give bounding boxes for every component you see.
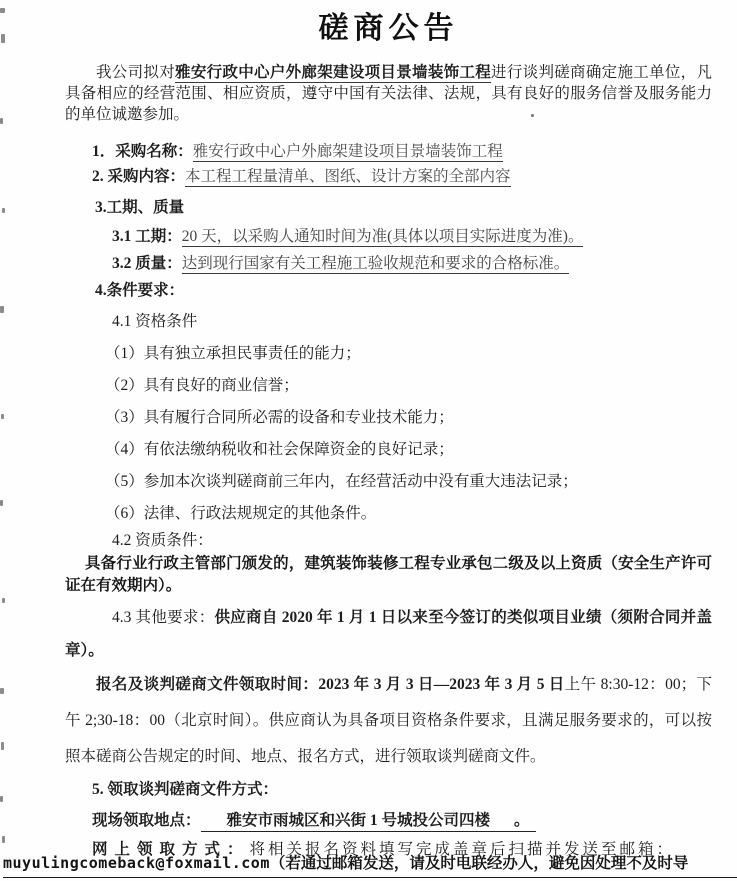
other-requirements-label: 4.3 其他要求：	[112, 609, 215, 626]
purchase-name-label: 1．采购名称：	[92, 143, 193, 160]
intro-paragraph	[65, 62, 712, 125]
section-4-heading: 4.条件要求：	[95, 282, 185, 299]
qualification-item-2: （2）具有良好的商业信誉；	[105, 377, 299, 394]
email-note: （若通过邮箱发送，请及时电联经办人，避免因处理不及时导	[269, 855, 689, 872]
onsite-pickup-address	[201, 812, 536, 832]
section-5-heading: 5. 领取谈判磋商文件方式：	[92, 781, 279, 798]
other-requirements-value: 供应商自 2020 年 1 月 1 日以来至今签订的类似项目业绩（须附合同并盖章）。	[65, 609, 712, 659]
signup-dates: 2023 年 3 月 3 日—2023 年 3 月 5 日	[318, 676, 565, 693]
onsite-address-text: 雅安市雨城区和兴街 1 号城投公司四楼	[226, 812, 491, 829]
item-quality	[112, 251, 712, 276]
section-3-heading: 3.工期、质量	[95, 199, 185, 216]
qualification-item-6: （6）法律、行政法规规定的其他条件。	[105, 505, 377, 522]
quality-label: 3.2 质量：	[112, 255, 182, 272]
item-duration	[112, 224, 712, 249]
item-purchase-name	[92, 139, 712, 164]
scan-dot	[531, 114, 534, 117]
duration-label: 3.1 工期：	[112, 228, 182, 245]
email-address: muyulingcomeback@foxmail.com	[3, 854, 270, 872]
purchase-name-value: 雅安行政中心户外廊架建设项目景墙装饰工程	[192, 143, 503, 160]
page-title: 磋商公告	[318, 12, 459, 45]
signup-details: 上午 8:30-12：00；下午 2;30-18：00（北京时间）。供应商认为具备项目资格条件要求，且满足服务要求的，可以按照本磋商公告规定的时间、地点、报名方式，进行领取谈判磋商文件。	[65, 676, 712, 765]
credential-requirement-text: 具备行业行政主管部门颁发的，建筑装饰装修工程专业承包二级及以上资质（安全生产许可证在有效期内）。	[65, 555, 712, 594]
item-purchase-content	[92, 164, 712, 189]
signup-time-label: 报名及谈判磋商文件领取时间：	[96, 676, 319, 693]
onsite-pickup-line	[92, 808, 712, 833]
intro-project-name: 雅安行政中心户外廊架建设项目景墙装饰工程	[175, 64, 492, 81]
purchase-content-value: 本工程工程量清单、图纸、设计方案的全部内容	[185, 168, 511, 185]
online-pickup-label: 网上领取方式：	[92, 841, 250, 858]
section-4-1-heading: 4.1 资格条件	[112, 313, 198, 330]
online-pickup-instruction: 将相关报名资料填写完成盖章后扫描并发送至邮箱：	[249, 841, 676, 858]
intro-pre: 我公司拟对	[96, 64, 176, 81]
onsite-pickup-label: 现场领取地点：	[92, 812, 201, 829]
onsite-period: 。	[514, 812, 530, 829]
qualification-item-3: （3）具有履行合同所必需的设备和专业技术能力；	[105, 409, 454, 426]
section-4-2-heading: 4.2 资质条件：	[112, 532, 213, 549]
qualification-item-4: （4）有依法缴纳税收和社会保障资金的良好记录；	[105, 441, 454, 458]
email-line	[3, 852, 737, 878]
other-requirements	[65, 601, 712, 667]
qualification-item-1: （1）具有独立承担民事责任的能力；	[105, 345, 361, 362]
duration-value: 20 天，以采购人通知时间为准(具体以项目实际进度为准)。	[181, 228, 584, 245]
qualification-item-5: （5）参加本次谈判磋商前三年内，在经营活动中没有重大违法记录；	[105, 473, 578, 490]
quality-value: 达到现行国家有关工程施工验收规范和要求的合格标准。	[181, 255, 570, 272]
intro-post: 进行谈判磋商确定施工单位，凡具备相应的经营范围、相应资质，遵守中国有关法律、法规，具有良好的服务信誉及服务能力的单位诚邀参加。	[65, 64, 712, 123]
signup-time-paragraph	[65, 667, 712, 775]
purchase-content-label: 2. 采购内容：	[92, 168, 186, 185]
